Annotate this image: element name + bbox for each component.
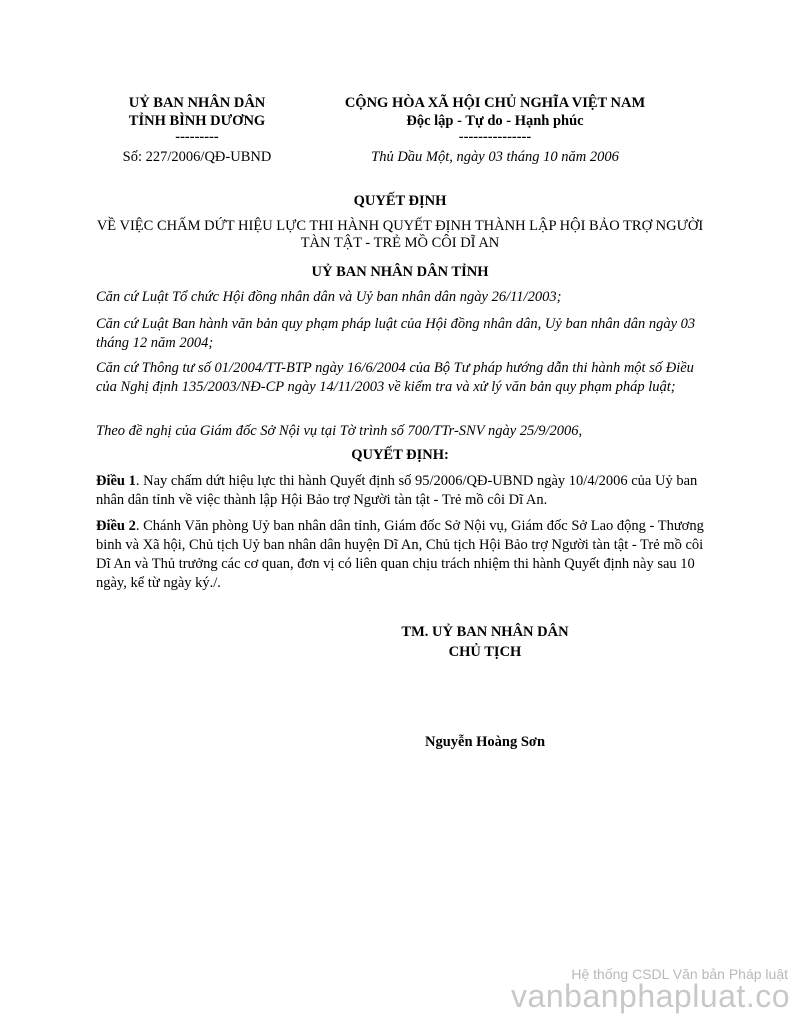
basis-paragraph: Căn cứ Luật Ban hành văn bản quy phạm pháp luật của Hội đồng nhân dân, Uỷ ban nhân dân ngày 03 tháng 12 năm 2004; — [96, 316, 696, 351]
decision-authority: UỶ BAN NHÂN DÂN TỈNH — [311, 264, 489, 280]
basis-paragraph: Theo đề nghị của Giám đốc Sở Nội vụ tại Tờ trình số 700/TTr-SNV ngày 25/9/2006, — [96, 423, 583, 439]
article-label: Điều 1 — [96, 473, 136, 489]
basis-paragraph: Căn cứ Luật Tổ chức Hội đồng nhân dân và Uỷ ban nhân dân ngày 26/11/2003; — [96, 289, 562, 305]
article-2 — [96, 517, 706, 593]
signer-name: Nguyễn Hoàng Sơn — [424, 734, 546, 750]
national-motto: Độc lập - Tự do - Hạnh phúc — [406, 113, 584, 129]
document-number: Số: 227/2006/QĐ-UBND — [122, 149, 272, 165]
document-title: QUYẾT ĐỊNH — [353, 193, 447, 209]
authority-name: UỶ BAN NHÂN DÂN — [128, 95, 266, 111]
header-right-divider: --------------- — [458, 129, 532, 145]
article-label: Điều 2 — [96, 518, 136, 534]
header-left-divider: --------- — [175, 129, 219, 145]
watermark-caption: Hệ thống CSDL Văn bản Pháp luật — [571, 966, 788, 982]
decides-heading: QUYẾT ĐỊNH: — [351, 447, 449, 463]
document-subject: VỀ VIỆC CHẤM DỨT HIỆU LỰC THI HÀNH QUYẾT ĐỊNH THÀNH LẬP HỘI BẢO TRỢ NGƯỜI TÀN TẬT - TRẺ MỒ CÔI DĨ AN — [96, 218, 704, 251]
issuing-authority-block — [104, 94, 290, 166]
watermark-domain: vanbanphapluat.co — [511, 978, 790, 1014]
signature-block — [380, 622, 590, 662]
article-1 — [96, 472, 706, 510]
basis-paragraph: Căn cứ Thông tư số 01/2004/TT-BTP ngày 16/6/2004 của Bộ Tư pháp hướng dẫn thi hành một số Điều của Nghị định 135/2003/NĐ-CP ngày 14/11/2003 về kiểm tra và xử lý văn bản quy phạm pháp luật; — [96, 360, 694, 395]
signer-title: TM. UỶ BAN NHÂN DÂN — [401, 624, 569, 640]
national-motto-block — [300, 94, 690, 166]
article-text: . Chánh Văn phòng Uỷ ban nhân dân tỉnh, Giám đốc Sở Nội vụ, Giám đốc Sở Lao động - Thương binh và Xã hội, Chủ tịch Uỷ ban nhân dân huyện Dĩ An, Chủ tịch Hội Bảo trợ Người tàn tật - Trẻ mồ côi Dĩ An và Thủ trưởng các cơ quan, đơn vị có liên quan chịu trách nhiệm thi hành Quyết định này sau 10 ngày, kể từ ngày ký./. — [96, 518, 704, 591]
province-name: TỈNH BÌNH DƯƠNG — [128, 113, 266, 129]
signer-position: CHỦ TỊCH — [448, 644, 522, 660]
document-date: Thủ Dầu Một, ngày 03 tháng 10 năm 2006 — [371, 149, 619, 165]
article-text: . Nay chấm dứt hiệu lực thi hành Quyết định số 95/2006/QĐ-UBND ngày 10/4/2006 của Uỷ ban nhân dân tỉnh về việc thành lập Hội Bảo trợ Người tàn tật - Trẻ mồ côi Dĩ An. — [96, 473, 698, 508]
country-name: CỘNG HÒA XÃ HỘI CHỦ NGHĨA VIỆT NAM — [344, 95, 646, 111]
